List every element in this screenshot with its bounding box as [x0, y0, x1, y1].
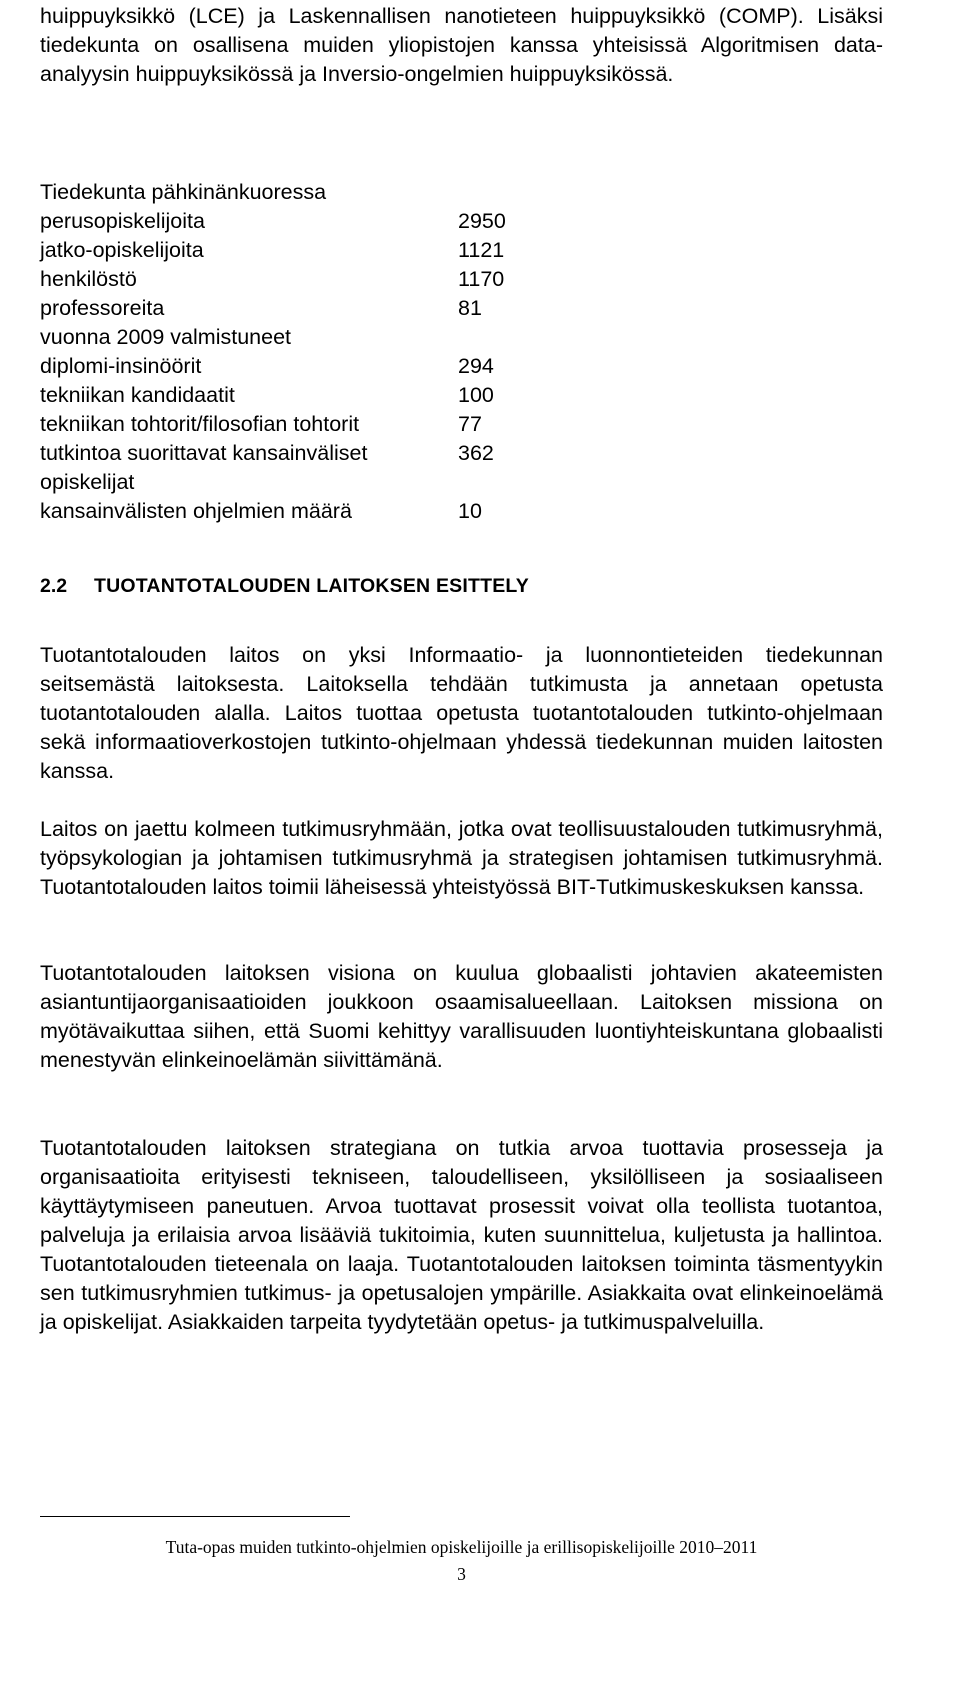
- facts-value: 10: [458, 499, 482, 523]
- facts-value: 81: [458, 296, 482, 320]
- section-heading: [40, 575, 529, 598]
- body-paragraph: Tuotantotalouden laitoksen visiona on kuulua globaalisti johtavien akateemisten asiantuntijaorganisaatioiden joukkoon osaamisalueellaan. Laitoksen missiona on myötävaikuttaa siihen, että Suomi kehittyy varallisuuden luontiyhteiskuntana globaalisti menestyvän elinkeinoelämän siivittämänä.: [40, 961, 883, 1072]
- facts-value: 362: [458, 441, 494, 465]
- page-footer: [40, 1516, 883, 1585]
- facts-label: professoreita: [40, 296, 165, 320]
- body-paragraph: Tuotantotalouden laitoksen strategiana on tutkia arvoa tuottavia prosesseja ja organisaatioita erityisesti tekniseen, taloudelliseen, yksilölliseen ja sosiaaliseen käyttäytymiseen paneutuen. Arvoa tuottavat prosessit voivat olla teollista tuotantoa, palveluja ja erilaisia arvoa lisääviä tukitoimia, kuten suunnittelua, kuljetusta ja hallintoa. Tuotantotalouden tieteenala on laaja. Tuotantotalouden laitoksen toiminta täsmentyykin sen tutkimusryhmien tutkimus- ja opetusalojen ympärille. Asiakkaita ovat elinkeinoelämä ja opiskelijat. Asiakkaiden tarpeita tyydytetään opetus- ja tutkimuspalveluilla.: [40, 1136, 883, 1334]
- facts-label: jatko-opiskelijoita: [40, 238, 204, 262]
- body-paragraph: Laitos on jaettu kolmeen tutkimusryhmään, jotka ovat teollisuustalouden tutkimusryhmä, työpsykologian ja johtamisen tutkimusryhmä ja strategisen johtamisen tutkimusryhmä. Tuotantotalouden laitos toimii läheisessä yhteistyössä BIT-Tutkimuskeskuksen kanssa.: [40, 817, 883, 899]
- facts-label: perusopiskelijoita: [40, 209, 205, 233]
- section-number: 2.2: [40, 575, 68, 597]
- facts-row: [40, 236, 640, 265]
- facts-value: 294: [458, 354, 494, 378]
- facts-row: [40, 410, 640, 439]
- facts-value: 100: [458, 383, 494, 407]
- facts-label: henkilöstö: [40, 267, 137, 291]
- facts-label: tekniikan tohtorit/filosofian tohtorit: [40, 412, 360, 436]
- section-title: TUOTANTOTALOUDEN LAITOKSEN ESITTELY: [94, 575, 529, 597]
- facts-label: diplomi-insinöörit: [40, 354, 202, 378]
- facts-row: [40, 352, 640, 381]
- facts-subheading: vuonna 2009 valmistuneet: [40, 325, 292, 349]
- facts-row: [40, 439, 640, 497]
- facts-row: [40, 381, 640, 410]
- facts-label: tutkintoa suorittavat kansainväliset opiskelijat: [40, 441, 368, 494]
- facts-row: [40, 497, 640, 526]
- footer-text: Tuta-opas muiden tutkinto-ohjelmien opiskelijoille ja erillisopiskelijoille 2010–2011: [165, 1537, 758, 1557]
- footer-divider: [40, 1516, 350, 1517]
- facts-row: [40, 265, 640, 294]
- body-paragraph: Tuotantotalouden laitos on yksi Informaatio- ja luonnontieteiden tiedekunnan seitsemästä laitoksesta. Laitoksella tehdään tutkimusta ja annetaan opetusta tuotantotalouden alalla. Laitos tuottaa opetusta tuotantotalouden tutkinto-ohjelmaan sekä informaatioverkostojen tutkinto-ohjelmaan yhdessä tiedekunnan muiden laitosten kanssa.: [40, 643, 883, 783]
- facts-row: [40, 207, 640, 236]
- intro-paragraph: huippuyksikkö (LCE) ja Laskennallisen nanotieteen huippuyksikkö (COMP). Lisäksi tiedekunta on osallisena muiden yliopistojen kanssa yhteisissä Algoritmisen data-analyysin huippuyksikössä ja Inversio-ongelmien huippuyksikössä.: [40, 4, 883, 86]
- facts-value: 1170: [458, 267, 505, 291]
- facts-row: [40, 294, 640, 323]
- faculty-facts-table: [40, 178, 640, 526]
- facts-value: 1121: [458, 238, 505, 262]
- facts-value: 2950: [458, 209, 506, 233]
- facts-title: Tiedekunta pähkinänkuoressa: [40, 180, 327, 204]
- page-number: 3: [457, 1564, 466, 1584]
- facts-label: kansainvälisten ohjelmien määrä: [40, 499, 352, 523]
- facts-label: tekniikan kandidaatit: [40, 383, 235, 407]
- facts-value: 77: [458, 412, 482, 436]
